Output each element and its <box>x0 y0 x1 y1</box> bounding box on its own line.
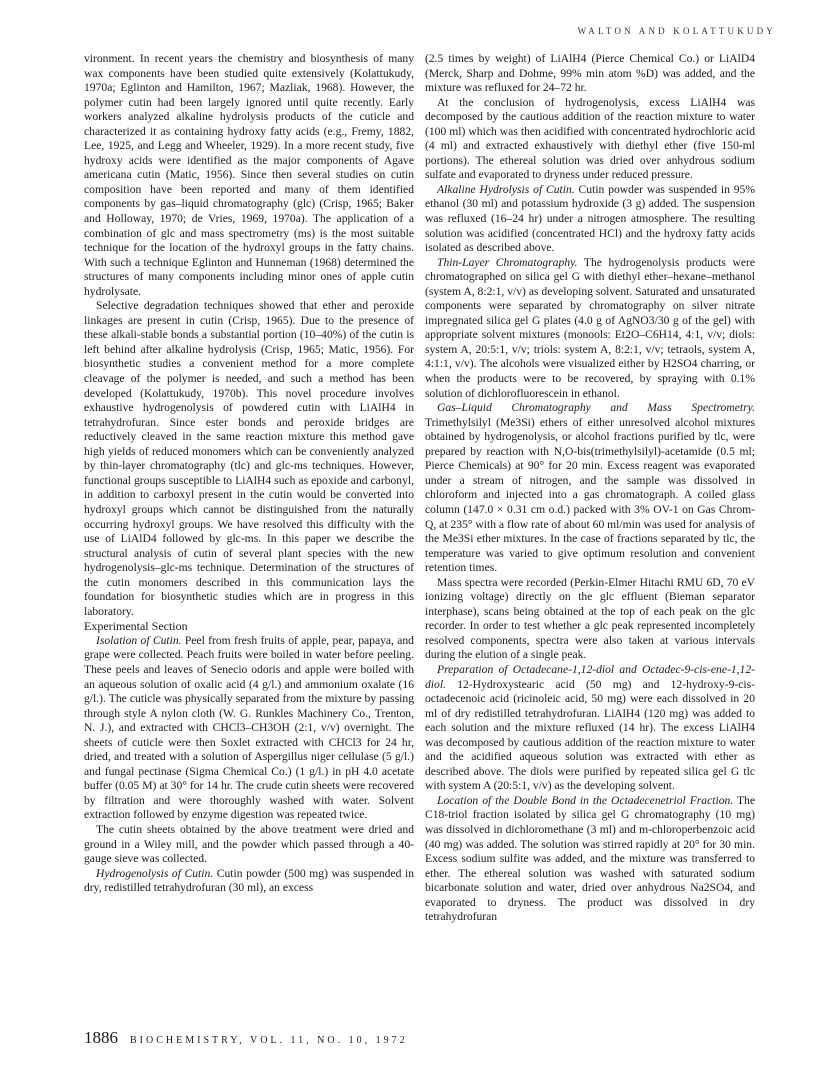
paragraph-lead: Thin-Layer Chromatography. <box>437 255 578 269</box>
paragraph <box>425 794 755 925</box>
paragraph-lead: Preparation of Octadecane-1,12-diol and Octadec-9-cis-ene-1,12-diol. <box>425 662 755 691</box>
paragraph <box>425 256 755 401</box>
paragraph <box>425 663 755 794</box>
paragraph-body: Trimethylsilyl (Me3Si) ethers of either unresolved alcohol mixtures obtained by hydrogenolysis, or alcohol fractions purified by tlc, were prepared by reaction with N,O-bis(trimethylsilyl)-acetamide (0.5 ml; Pierce Chemicals) at 90° for 20 min. Excess reagent was evaporated under a stream of nitrogen, and the sample was dissolved in chloroform and injected into a gas chromatograph. A coiled glass column (147.0 × 0.31 cm o.d.) packed with 3% OV-1 on Gas Chrom-Q, at 235° with a flow rate of about 60 ml/min was used for analysis of the Me3Si ether mixtures. In the case of fractions separated by tlc, the temperature was varied to give optimum resolution and convenient retention times. <box>425 415 755 575</box>
paragraph-lead: Gas–Liquid Chromatography and Mass Spectrometry. <box>437 401 755 415</box>
paragraph-lead: Alkaline Hydrolysis of Cutin. <box>437 182 575 196</box>
paragraph-lead: Isolation of Cutin. <box>96 633 182 647</box>
left-column <box>84 52 414 896</box>
page-number: 1886 <box>84 1028 118 1047</box>
paragraph: vironment. In recent years the chemistry and biosynthesis of many wax components have been studied quite extensively (Kolattukudy, 1970a; Eglinton and Hamilton, 1967; Mazliak, 1968). However, the polymer cutin had been largely ignored until quite recently. Early workers analyzed alkaline hydrolysis products of the cuticle and characterized it as containing hydroxy fatty acids (e.g., Fremy, 1882, Lee, 1925, and Legg and Wheeler, 1929). In a more recent study, five hydroxy acids were identified as the major components of Agave americana cutin (Matic, 1956). Since then several studies on cutin composition have been reported and many of them identified components by gas–liquid chromatography (glc) (Crisp, 1965; Baker and Holloway, 1970; de Vries, 1969, 1970a). The application of a combination of glc and mass spectrometry (ms) is the most suitable technique for the location of the hydroxyl groups in the fatty chains. With such a technique Eglinton and Hunneman (1968) determined the structures of many components including minor ones of apple cutin hydrolysate. <box>84 52 414 298</box>
section-heading: Experimental Section <box>84 619 188 634</box>
paragraph <box>425 183 755 256</box>
paragraph: Mass spectra were recorded (Perkin-Elmer Hitachi RMU 6D, 70 eV ionizing voltage) directly on the glc effluent (Bieman separator interphase), scans being obtained at the top of each peak on the glc recorder. In order to test whether a glc peak represented incompletely resolved components, spectra were also taken at various intervals during the elution of a single peak. <box>425 575 755 662</box>
paragraph <box>84 634 414 823</box>
paragraph: Selective degradation techniques showed that ether and peroxide linkages are present in cutin (Crisp, 1965). Due to the presence of these alkali-stable bonds a substantial portion (10–40%) of the cutin is left behind after alkaline hydrolysis (Crisp, 1965; Matic, 1956). For biosynthetic studies a convenient method for a more complete cleavage of the polymer is needed, and such a method has been developed (Kolattukudy, 1970b). This novel procedure involves exhaustive hydrogenolysis of powdered cutin with LiAlH4 in tetrahydrofuran. Since ester bonds and peroxide bridges are reductively cleaved in the same reaction mixture this method gave high yields of reduced monomers which can be conveniently analyzed by thin-layer chromatography (tlc) and glc-ms techniques. However, functional groups susceptible to LiAlH4 such as epoxide and carbonyl, in addition to carboxyl present in the cutin would be converted into hydroxyl groups which cannot be distinguished from the naturally occurring hydroxyl groups. We have resolved this difficulty with the use of LiAlD4 followed by glc-ms. In this paper we describe the structural analysis of cutin of several plant species with the new hydrogenolysis–glc-ms technique. Determination of the structures of the cutin monomers described in this communication lays the foundation for biosynthetic studies which are in progress in this laboratory. <box>84 299 414 618</box>
paragraph: The cutin sheets obtained by the above treatment were dried and ground in a Wiley mill, and the powder which passed through a 40-gauge sieve was collected. <box>84 822 414 866</box>
right-column <box>425 52 755 925</box>
paragraph-body: The hydrogenolysis products were chromatographed on silica gel G with diethyl ether–hexane–methanol (system A, 8:2:1, v/v) as developing solvent. Saturated and unsaturated components were separated by chromatography on silver nitrate impregnated silica gel G plates (4.0 g of AgNO3/30 g of the gel) with appropriate solvent mixtures (monools: Et2O–C6H14, 4:1, v/v; diols: system A, 20:5:1, v/v; triols: system A, 8:2:1, v/v; tetraols, system A, 4:1:1, v/v). The alcohols were visualized either by H2SO4 charring, or when the products were to be recovered, by spraying with 0.1% solution of dichlorofluorescein in ethanol. <box>425 255 755 400</box>
journal-citation: BIOCHEMISTRY, VOL. 11, NO. 10, 1972 <box>130 1035 408 1046</box>
paragraph: At the conclusion of hydrogenolysis, excess LiAlH4 was decomposed by the cautious addition of the reaction mixture to water (100 ml) which was then acidified with concentrated hydrochloric acid (4 ml) and extracted exhaustively with diethyl ether (five 150-ml portions). The ethereal solution was dried over anhydrous sodium sulfate and evaporated to dryness under reduced pressure. <box>425 95 755 182</box>
paragraph <box>84 867 414 896</box>
running-head: WALTON AND KOLATTUKUDY <box>577 26 776 36</box>
paragraph: (2.5 times by weight) of LiAlH4 (Pierce Chemical Co.) or LiAlD4 (Merck, Sharp and Dohme, 99% min atom %D) was added, and the mixture was refluxed for 24–72 hr. <box>425 52 755 95</box>
paragraph <box>425 401 755 576</box>
paragraph-lead: Location of the Double Bond in the Octadecenetriol Fraction. <box>437 793 734 807</box>
paragraph-body: 12-Hydroxystearic acid (50 mg) and 12-hydroxy-9-cis-octadecenoic acid (ricinoleic acid, 50 mg) were each dissolved in 20 ml of dry redistilled tetrahydrofuran. LiAlH4 (120 mg) was added to each solution and the mixture refluxed (14 hr). The excess LiAlH4 was decomposed by cautious addition of the reaction mixture to water and the acidified aqueous solution was extracted with ether as described above. The diols were purified by repeated silica gel G tlc with system A (20:5:1, v/v) as the developing solvent. <box>425 677 755 793</box>
page-footer <box>84 1028 408 1048</box>
paragraph-body: Cutin powder was suspended in 95% ethanol (30 ml) and potassium hydroxide (3 g) added. The suspension was refluxed (16–24 hr) under a nitrogen atmosphere. The resulting solution was acidified (concentrated HCl) and the hydroxy fatty acids isolated as described above. <box>425 182 755 255</box>
paragraph-body: Peel from fresh fruits of apple, pear, papaya, and grape were collected. Peach fruits were boiled in water before peeling. These peels and leaves of Senecio odoris and apple were boiled with an aqueous solution of oxalic acid (4 g/l.) and ammonium oxalate (16 g/l.). The cuticle was physically separated from the mixture by passing through style A nylon cloth (W. G. Runkles Machinery Co., Trenton, N. J.), and extracted with CHCl3–CH3OH (2:1, v/v) overnight. The sheets of cuticle were then Soxlet extracted with CHCl3 for 24 hr, dried, and treated with a solution of Aspergillus niger cellulase (5 g/l.) and fungal pectinase (Sigma Chemical Co.) (1 g/l.) in pH 4.0 acetate buffer (0.05 M) at 30° for 14 hr. The crude cutin sheets were recovered by filtration and were thoroughly washed with water. Solvent extraction followed by enzyme digestion was repeated twice. <box>84 633 414 822</box>
paragraph-lead: Hydrogenolysis of Cutin. <box>96 866 214 880</box>
paragraph-body: Cutin powder (500 mg) was suspended in dry, redistilled tetrahydrofuran (30 ml), an excess <box>84 866 414 895</box>
paragraph-body: The C18-triol fraction isolated by silica gel G chromatography (10 mg) was dissolved in dichloromethane (3 ml) and m-chloroperbenzoic acid (40 mg) was added. The solution was stirred rapidly at 20° for 30 min. Excess sodium sulfite was added, and the mixture was transferred to ether. The ethereal solution was washed with saturated sodium bicarbonate solution and water, dried over anhydrous Na2SO4, and evaporated to dryness. The product was dissolved in dry tetrahydrofuran <box>425 793 755 924</box>
